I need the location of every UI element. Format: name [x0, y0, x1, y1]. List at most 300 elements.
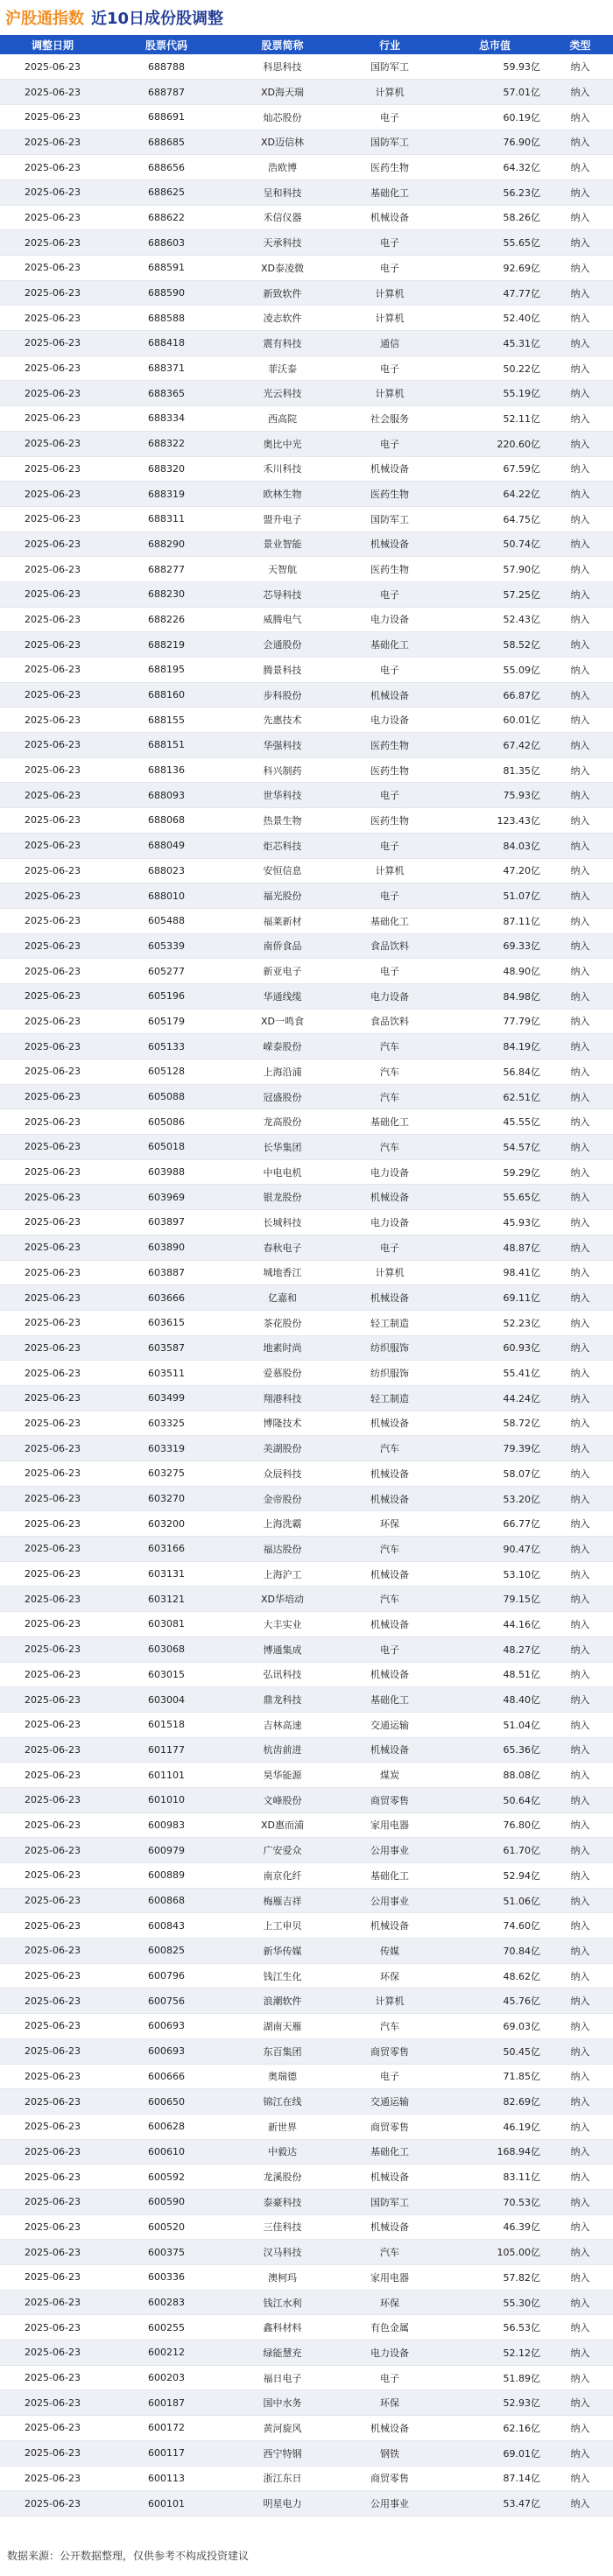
cell-type: 纳入	[547, 2089, 613, 2115]
cell-name: 新致软件	[228, 280, 337, 306]
cell-date: 2025-06-23	[0, 355, 105, 381]
cell-industry: 电子	[337, 104, 442, 130]
cell-date: 2025-06-23	[0, 1988, 105, 2014]
cell-market-cap: 45.55亿	[442, 1109, 547, 1135]
table-row	[0, 80, 613, 105]
table-row	[0, 1888, 613, 1913]
cell-industry: 商贸零售	[337, 2114, 442, 2139]
cell-industry: 电子	[337, 581, 442, 607]
cell-date: 2025-06-23	[0, 983, 105, 1009]
cell-type: 纳入	[547, 908, 613, 933]
cell-code: 600255	[105, 2315, 228, 2340]
cell-code: 688371	[105, 355, 228, 381]
cell-name: 福日电子	[228, 2365, 337, 2390]
cell-code: 603319	[105, 1436, 228, 1461]
table-row	[0, 2089, 613, 2115]
cell-name: 梅雁吉祥	[228, 1888, 337, 1913]
cell-code: 600666	[105, 2064, 228, 2089]
cell-date: 2025-06-23	[0, 2064, 105, 2089]
cell-date: 2025-06-23	[0, 2240, 105, 2265]
table-row	[0, 581, 613, 607]
cell-industry: 社会服务	[337, 406, 442, 432]
cell-name: 杭齿前进	[228, 1737, 337, 1763]
cell-name: 众辰科技	[228, 1461, 337, 1487]
cell-type: 纳入	[547, 1963, 613, 1988]
table-row	[0, 983, 613, 1009]
cell-industry: 电子	[337, 355, 442, 381]
cell-type: 纳入	[547, 1310, 613, 1335]
cell-market-cap: 84.19亿	[442, 1034, 547, 1059]
cell-name: 威腾电气	[228, 607, 337, 632]
cell-market-cap: 53.10亿	[442, 1561, 547, 1587]
cell-market-cap: 47.20亿	[442, 858, 547, 883]
cell-market-cap: 62.51亿	[442, 1084, 547, 1109]
table-row	[0, 1310, 613, 1335]
cell-type: 纳入	[547, 1411, 613, 1436]
cell-type: 纳入	[547, 607, 613, 632]
cell-market-cap: 64.32亿	[442, 155, 547, 180]
cell-type: 纳入	[547, 959, 613, 984]
cell-code: 603275	[105, 1461, 228, 1487]
cell-market-cap: 74.60亿	[442, 1913, 547, 1939]
cell-industry: 纺织服饰	[337, 1361, 442, 1386]
cell-code: 600979	[105, 1838, 228, 1863]
cell-market-cap: 76.90亿	[442, 130, 547, 155]
cell-industry: 煤炭	[337, 1763, 442, 1788]
table-row	[0, 933, 613, 959]
cell-name: 灿芯股份	[228, 104, 337, 130]
cell-market-cap: 50.74亿	[442, 531, 547, 557]
cell-market-cap: 53.20亿	[442, 1486, 547, 1511]
column-header-date: 调整日期	[0, 35, 105, 54]
cell-code: 688136	[105, 757, 228, 783]
cell-date: 2025-06-23	[0, 205, 105, 230]
cell-industry: 汽车	[337, 1135, 442, 1160]
cell-market-cap: 48.40亿	[442, 1687, 547, 1713]
table-row	[0, 205, 613, 230]
table-row	[0, 1988, 613, 2014]
cell-date: 2025-06-23	[0, 2340, 105, 2366]
cell-type: 纳入	[547, 2340, 613, 2366]
table-row	[0, 506, 613, 531]
table-row	[0, 230, 613, 256]
cell-code: 603068	[105, 1636, 228, 1662]
table-row	[0, 1587, 613, 1612]
cell-industry: 机械设备	[337, 1662, 442, 1687]
cell-name: 泰豪科技	[228, 2189, 337, 2214]
cell-market-cap: 55.09亿	[442, 658, 547, 683]
cell-name: 安恒信息	[228, 858, 337, 883]
cell-date: 2025-06-23	[0, 1587, 105, 1612]
cell-name: 翔港科技	[228, 1385, 337, 1411]
cell-name: 明星电力	[228, 2491, 337, 2516]
cell-industry: 食品饮料	[337, 933, 442, 959]
table-row	[0, 682, 613, 707]
cell-type: 纳入	[547, 1486, 613, 1511]
cell-name: 禾信仪器	[228, 205, 337, 230]
cell-date: 2025-06-23	[0, 2038, 105, 2064]
cell-industry: 电子	[337, 1636, 442, 1662]
cell-date: 2025-06-23	[0, 808, 105, 834]
cell-name: 弘讯科技	[228, 1662, 337, 1687]
cell-type: 纳入	[547, 1787, 613, 1812]
cell-date: 2025-06-23	[0, 757, 105, 783]
cell-name: 钱江生化	[228, 1963, 337, 1988]
cell-type: 纳入	[547, 1285, 613, 1311]
cell-type: 纳入	[547, 406, 613, 432]
cell-date: 2025-06-23	[0, 658, 105, 683]
table-row	[0, 1687, 613, 1713]
table-row	[0, 707, 613, 733]
cell-industry: 汽车	[337, 1537, 442, 1562]
table-row	[0, 130, 613, 155]
cell-code: 605277	[105, 959, 228, 984]
cell-name: 春秋电子	[228, 1235, 337, 1260]
cell-date: 2025-06-23	[0, 1210, 105, 1235]
cell-market-cap: 56.84亿	[442, 1059, 547, 1085]
cell-market-cap: 88.08亿	[442, 1763, 547, 1788]
cell-date: 2025-06-23	[0, 1888, 105, 1913]
column-header-code: 股票代码	[105, 35, 228, 54]
cell-type: 纳入	[547, 1511, 613, 1537]
cell-name: 广安爱众	[228, 1838, 337, 1863]
table-row	[0, 482, 613, 507]
table-row	[0, 2139, 613, 2164]
cell-type: 纳入	[547, 1888, 613, 1913]
cell-date: 2025-06-23	[0, 306, 105, 331]
cell-date: 2025-06-23	[0, 1310, 105, 1335]
cell-code: 688155	[105, 707, 228, 733]
cell-market-cap: 81.35亿	[442, 757, 547, 783]
cell-type: 纳入	[547, 1461, 613, 1487]
cell-name: 地素时尚	[228, 1335, 337, 1361]
cell-code: 600796	[105, 1963, 228, 1988]
cell-code: 605488	[105, 908, 228, 933]
cell-code: 600336	[105, 2265, 228, 2291]
cell-date: 2025-06-23	[0, 933, 105, 959]
cell-type: 纳入	[547, 531, 613, 557]
cell-type: 纳入	[547, 2390, 613, 2416]
cell-date: 2025-06-23	[0, 1537, 105, 1562]
cell-date: 2025-06-23	[0, 1059, 105, 1085]
cell-industry: 基础化工	[337, 179, 442, 205]
cell-name: 天承科技	[228, 230, 337, 256]
cell-market-cap: 87.14亿	[442, 2466, 547, 2491]
cell-type: 纳入	[547, 1812, 613, 1838]
cell-industry: 电力设备	[337, 707, 442, 733]
cell-date: 2025-06-23	[0, 2214, 105, 2240]
cell-type: 纳入	[547, 1712, 613, 1737]
cell-code: 688068	[105, 808, 228, 834]
cell-industry: 家用电器	[337, 1812, 442, 1838]
cell-code: 603897	[105, 1210, 228, 1235]
cell-market-cap: 58.07亿	[442, 1461, 547, 1487]
cell-code: 603890	[105, 1235, 228, 1260]
table-row	[0, 2491, 613, 2516]
cell-industry: 国防军工	[337, 130, 442, 155]
cell-date: 2025-06-23	[0, 1411, 105, 1436]
cell-industry: 汽车	[337, 2014, 442, 2039]
cell-market-cap: 52.43亿	[442, 607, 547, 632]
table-row	[0, 783, 613, 808]
cell-name: 震有科技	[228, 331, 337, 356]
cell-market-cap: 51.07亿	[442, 883, 547, 909]
table-row	[0, 1335, 613, 1361]
cell-industry: 计算机	[337, 280, 442, 306]
cell-market-cap: 52.40亿	[442, 306, 547, 331]
cell-industry: 环保	[337, 1963, 442, 1988]
cell-market-cap: 65.36亿	[442, 1737, 547, 1763]
cell-name: 湖南天雁	[228, 2014, 337, 2039]
cell-type: 纳入	[547, 1863, 613, 1889]
cell-date: 2025-06-23	[0, 1687, 105, 1713]
table-row	[0, 1939, 613, 1964]
cell-market-cap: 79.39亿	[442, 1436, 547, 1461]
cell-type: 纳入	[547, 933, 613, 959]
cell-market-cap: 51.89亿	[442, 2365, 547, 2390]
column-header-name: 股票简称	[228, 35, 337, 54]
cell-name: 文峰股份	[228, 1787, 337, 1812]
cell-market-cap: 48.51亿	[442, 1662, 547, 1687]
table-row	[0, 1537, 613, 1562]
table-row	[0, 1135, 613, 1160]
cell-date: 2025-06-23	[0, 1787, 105, 1812]
cell-code: 603081	[105, 1612, 228, 1637]
cell-type: 纳入	[547, 1385, 613, 1411]
cell-industry: 基础化工	[337, 908, 442, 933]
cell-date: 2025-06-23	[0, 531, 105, 557]
cell-industry: 电子	[337, 658, 442, 683]
cell-type: 纳入	[547, 1059, 613, 1085]
cell-date: 2025-06-23	[0, 104, 105, 130]
cell-industry: 计算机	[337, 858, 442, 883]
cell-type: 纳入	[547, 331, 613, 356]
cell-type: 纳入	[547, 2038, 613, 2064]
cell-date: 2025-06-23	[0, 2164, 105, 2190]
cell-industry: 机械设备	[337, 531, 442, 557]
cell-date: 2025-06-23	[0, 179, 105, 205]
page-title: 沪股通指数	[5, 10, 84, 28]
cell-name: 澳柯玛	[228, 2265, 337, 2291]
cell-market-cap: 90.47亿	[442, 1537, 547, 1562]
cell-industry: 机械设备	[337, 205, 442, 230]
cell-type: 纳入	[547, 1436, 613, 1461]
cell-name: 钱江水利	[228, 2290, 337, 2315]
cell-industry: 机械设备	[337, 1185, 442, 1210]
cell-industry: 国防军工	[337, 506, 442, 531]
cell-market-cap: 60.01亿	[442, 707, 547, 733]
cell-code: 605088	[105, 1084, 228, 1109]
table-row	[0, 733, 613, 758]
cell-type: 纳入	[547, 1185, 613, 1210]
cell-name: 博通集成	[228, 1636, 337, 1662]
cell-date: 2025-06-23	[0, 1385, 105, 1411]
cell-date: 2025-06-23	[0, 2365, 105, 2390]
cell-type: 纳入	[547, 2466, 613, 2491]
cell-date: 2025-06-23	[0, 1135, 105, 1160]
table-row	[0, 2038, 613, 2064]
cell-date: 2025-06-23	[0, 1159, 105, 1185]
cell-code: 688160	[105, 682, 228, 707]
table-row	[0, 2365, 613, 2390]
cell-market-cap: 48.27亿	[442, 1636, 547, 1662]
cell-name: 三佳科技	[228, 2214, 337, 2240]
column-header-market-cap: 总市值	[442, 35, 547, 54]
cell-name: 上海洗霸	[228, 1511, 337, 1537]
cell-date: 2025-06-23	[0, 2315, 105, 2340]
table-row	[0, 280, 613, 306]
cell-industry: 电子	[337, 256, 442, 281]
cell-industry: 医药生物	[337, 733, 442, 758]
cell-type: 纳入	[547, 1009, 613, 1034]
cell-type: 纳入	[547, 2214, 613, 2240]
cell-type: 纳入	[547, 658, 613, 683]
cell-industry: 机械设备	[337, 2214, 442, 2240]
cell-name: 南京化纤	[228, 1863, 337, 1889]
cell-date: 2025-06-23	[0, 80, 105, 105]
table-row	[0, 2416, 613, 2441]
cell-date: 2025-06-23	[0, 2089, 105, 2115]
cell-industry: 汽车	[337, 1059, 442, 1085]
cell-code: 600101	[105, 2491, 228, 2516]
cell-type: 纳入	[547, 80, 613, 105]
cell-type: 纳入	[547, 230, 613, 256]
cell-industry: 公用事业	[337, 1838, 442, 1863]
cell-market-cap: 52.93亿	[442, 2390, 547, 2416]
cell-name: 科兴制药	[228, 757, 337, 783]
cell-date: 2025-06-23	[0, 230, 105, 256]
cell-type: 纳入	[547, 155, 613, 180]
cell-type: 纳入	[547, 581, 613, 607]
cell-name: 西宁特钢	[228, 2440, 337, 2466]
table-row	[0, 2014, 613, 2039]
cell-name: 天智航	[228, 557, 337, 582]
cell-market-cap: 69.33亿	[442, 933, 547, 959]
cell-date: 2025-06-23	[0, 1963, 105, 1988]
cell-name: 欧林生物	[228, 482, 337, 507]
cell-market-cap: 168.94亿	[442, 2139, 547, 2164]
table-row	[0, 833, 613, 858]
table-row	[0, 1436, 613, 1461]
cell-type: 纳入	[547, 1084, 613, 1109]
cell-date: 2025-06-23	[0, 2290, 105, 2315]
cell-name: 金帝股份	[228, 1486, 337, 1511]
table-row	[0, 2265, 613, 2291]
cell-date: 2025-06-23	[0, 406, 105, 432]
table-row	[0, 1763, 613, 1788]
cell-code: 603004	[105, 1687, 228, 1713]
cell-type: 纳入	[547, 1135, 613, 1160]
cell-market-cap: 69.03亿	[442, 2014, 547, 2039]
cell-industry: 基础化工	[337, 632, 442, 658]
cell-name: 热景生物	[228, 808, 337, 834]
cell-code: 688023	[105, 858, 228, 883]
cell-industry: 电力设备	[337, 607, 442, 632]
cell-code: 600283	[105, 2290, 228, 2315]
cell-code: 688622	[105, 205, 228, 230]
cell-date: 2025-06-23	[0, 1636, 105, 1662]
cell-code: 600843	[105, 1913, 228, 1939]
cell-type: 纳入	[547, 983, 613, 1009]
cell-date: 2025-06-23	[0, 331, 105, 356]
cell-industry: 商贸零售	[337, 2466, 442, 2491]
cell-market-cap: 87.11亿	[442, 908, 547, 933]
table-row	[0, 2315, 613, 2340]
table-row	[0, 658, 613, 683]
cell-industry: 钢铁	[337, 2440, 442, 2466]
cell-name: 昊华能源	[228, 1763, 337, 1788]
cell-code: 600117	[105, 2440, 228, 2466]
cell-name: 绿能慧充	[228, 2340, 337, 2366]
cell-type: 纳入	[547, 757, 613, 783]
table-row	[0, 1863, 613, 1889]
cell-industry: 公用事业	[337, 2491, 442, 2516]
cell-type: 纳入	[547, 557, 613, 582]
cell-name: 城地香江	[228, 1260, 337, 1285]
cell-market-cap: 47.77亿	[442, 280, 547, 306]
cell-type: 纳入	[547, 2265, 613, 2291]
cell-date: 2025-06-23	[0, 1461, 105, 1487]
cell-name: 先惠技术	[228, 707, 337, 733]
table-row	[0, 2440, 613, 2466]
cell-code: 603969	[105, 1185, 228, 1210]
table-row	[0, 2114, 613, 2139]
cell-industry: 医药生物	[337, 482, 442, 507]
cell-type: 纳入	[547, 1561, 613, 1587]
cell-code: 688788	[105, 54, 228, 80]
cell-market-cap: 75.93亿	[442, 783, 547, 808]
cell-code: 688365	[105, 381, 228, 406]
cell-type: 纳入	[547, 431, 613, 456]
cell-name: 嵘泰股份	[228, 1034, 337, 1059]
cell-type: 纳入	[547, 506, 613, 531]
cell-code: 603887	[105, 1260, 228, 1285]
cell-market-cap: 58.72亿	[442, 1411, 547, 1436]
cell-industry: 机械设备	[337, 1612, 442, 1637]
cell-code: 688010	[105, 883, 228, 909]
cell-date: 2025-06-23	[0, 1763, 105, 1788]
table-body	[0, 54, 613, 2516]
table-row	[0, 2214, 613, 2240]
cell-market-cap: 84.98亿	[442, 983, 547, 1009]
cell-date: 2025-06-23	[0, 1939, 105, 1964]
cell-code: 688590	[105, 280, 228, 306]
cell-market-cap: 55.19亿	[442, 381, 547, 406]
cell-type: 纳入	[547, 858, 613, 883]
cell-code: 600610	[105, 2139, 228, 2164]
cell-code: 600693	[105, 2014, 228, 2039]
table-row	[0, 1461, 613, 1487]
cell-code: 605339	[105, 933, 228, 959]
cell-market-cap: 57.25亿	[442, 581, 547, 607]
cell-code: 688588	[105, 306, 228, 331]
cell-code: 688277	[105, 557, 228, 582]
cell-date: 2025-06-23	[0, 256, 105, 281]
cell-code: 688334	[105, 406, 228, 432]
cell-market-cap: 51.06亿	[442, 1888, 547, 1913]
table-row	[0, 1260, 613, 1285]
page-header	[0, 0, 613, 35]
table-row	[0, 1486, 613, 1511]
cell-code: 688685	[105, 130, 228, 155]
cell-date: 2025-06-23	[0, 581, 105, 607]
cell-market-cap: 51.04亿	[442, 1712, 547, 1737]
cell-name: 炬芯科技	[228, 833, 337, 858]
cell-type: 纳入	[547, 1587, 613, 1612]
cell-code: 605196	[105, 983, 228, 1009]
cell-type: 纳入	[547, 1838, 613, 1863]
cell-code: 605179	[105, 1009, 228, 1034]
